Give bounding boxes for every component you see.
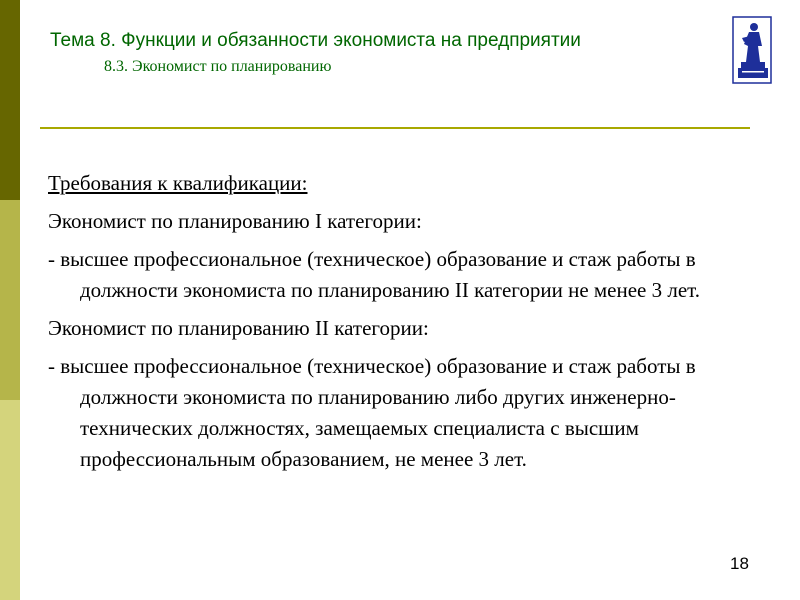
category-1-requirement: - высшее профессиональное (техническое) образование и стаж работы в должности экономиста по планированию II категории не менее 3 лет. [48, 247, 701, 302]
accent-bar-segment-light [0, 400, 20, 600]
page-number: 18 [730, 554, 749, 573]
category-2-requirement: - высшее профессиональное (техническое) образование и стаж работы в должности экономиста по планированию либо других инженерно-технических должностях, замещаемых специалиста с высшим профессиональным образованием, не менее 3 лет. [48, 354, 696, 471]
accent-bar-segment-medium [0, 200, 20, 400]
slide-title: Тема 8. Функции и обязанности экономиста на предприятии [50, 30, 581, 51]
category-1-title: Экономист по планированию I категории: [48, 209, 422, 233]
qualification-heading: Требования к квалификации: [48, 171, 308, 195]
accent-bar-segment-dark [0, 0, 20, 200]
university-logo-icon [732, 16, 772, 84]
category-2-title: Экономист по планированию II категории: [48, 316, 429, 340]
left-accent-bar [0, 0, 20, 600]
slide-body [48, 168, 748, 482]
slide-subtitle: 8.3. Экономист по планированию [104, 58, 332, 75]
header-divider [40, 127, 750, 129]
